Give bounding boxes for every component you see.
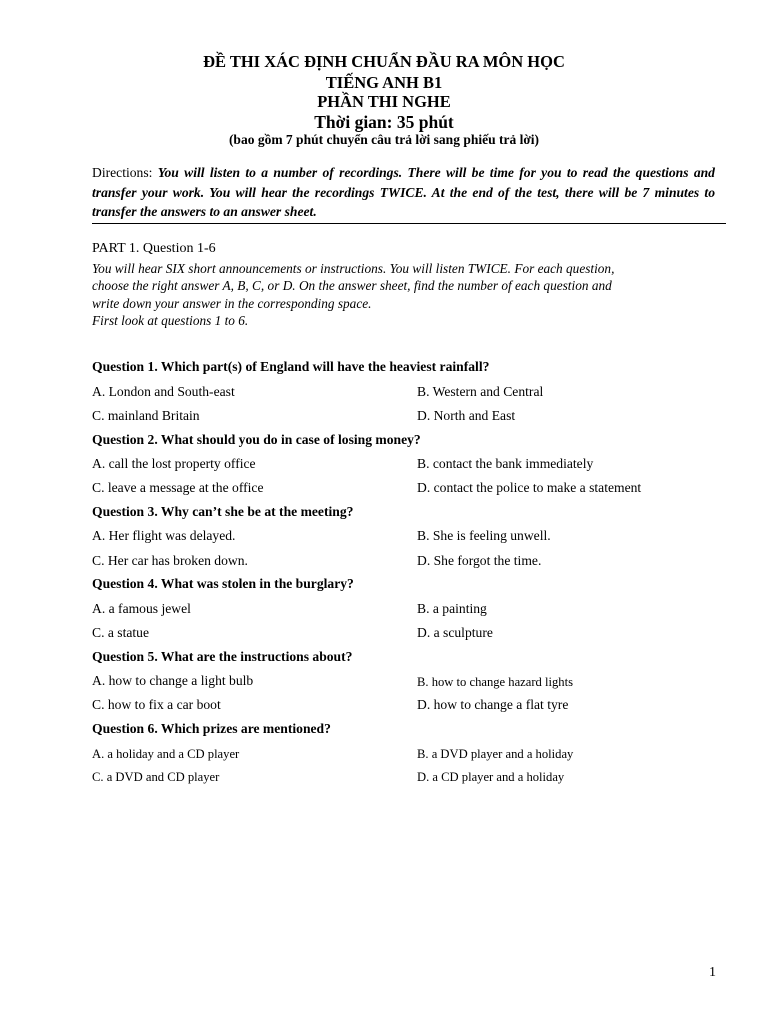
q6-option-b: B. a DVD player and a holiday (417, 747, 574, 761)
part-instructions (92, 260, 717, 329)
q2-option-b: B. contact the bank immediately (417, 456, 594, 471)
q4-option-b: B. a painting (417, 601, 487, 616)
q5-option-d: D. how to change a flat tyre (417, 697, 569, 712)
q5-option-b: B. how to change hazard lights (417, 675, 573, 689)
q2-option-c: C. leave a message at the office (92, 480, 264, 495)
q1-option-d: D. North and East (417, 408, 516, 423)
part-title: PART 1. Question 1-6 (92, 241, 216, 256)
q3-option-d: D. She forgot the time. (417, 553, 542, 568)
exam-section: PHẦN THI NGHE (317, 92, 451, 111)
q6-option-a: A. a holiday and a CD player (92, 747, 240, 761)
page-number: 1 (709, 965, 716, 980)
directions-label: Directions (92, 165, 149, 180)
exam-duration-note: (bao gồm 7 phút chuyển câu trả lời sang phiếu trả lời) (228, 132, 540, 147)
question-1: Question 1. Which part(s) of England will have the heaviest rainfall? (92, 359, 490, 374)
q5-option-c: C. how to fix a car boot (92, 697, 221, 712)
q4-option-a: A. a famous jewel (92, 601, 191, 616)
q4-option-c: C. a statue (92, 625, 150, 640)
q6-option-d: D. a CD player and a holiday (417, 770, 565, 784)
exam-title: ĐỀ THI XÁC ĐỊNH CHUẨN ĐẦU RA MÔN HỌC (203, 52, 565, 71)
directions-text-line3: there will be 7 minutes to transfer the answers to an answer sheet. (92, 184, 715, 219)
q3-option-a: A. Her flight was delayed. (92, 528, 236, 543)
exam-subject: TIẾNG ANH B1 (325, 73, 443, 92)
question-2: Question 2. What should you do in case of losing money? (92, 432, 421, 447)
q1-option-c: C. mainland Britain (92, 408, 200, 423)
question-3: Question 3. Why can’t she be at the meeting? (92, 504, 354, 519)
q2-option-a: A. call the lost property office (92, 456, 256, 471)
q4-option-d: D. a sculpture (417, 625, 493, 640)
question-6: Question 6. Which prizes are mentioned? (92, 721, 331, 736)
q6-option-c: C. a DVD and CD player (92, 770, 220, 784)
question-5: Question 5. What are the instructions about? (92, 649, 353, 664)
q5-option-a: A. how to change a light bulb (92, 673, 254, 688)
exam-duration: Thời gian: 35 phút (314, 112, 454, 132)
q1-option-b: B. Western and Central (417, 384, 544, 399)
directions-paragraph: Directions: You will listen to a number of recordings. There will be time for you to read the questions and transfer your work. You will hear the recordings TWICE. At the end of the test, there will be 7 minutes to transfer the answers to an answer sheet. (92, 165, 715, 219)
part-instruction-line: write down your answer in the corresponding space. (92, 295, 372, 311)
q2-option-d: D. contact the police to make a statement (417, 480, 642, 495)
question-4: Question 4. What was stolen in the burglary? (92, 576, 354, 591)
q1-option-a: A. London and South-east (92, 384, 235, 399)
q3-option-c: C. Her car has broken down. (92, 553, 248, 568)
part-instruction-line: choose the right answer A, B, C, or D. On the answer sheet, find the number of each question and (92, 278, 612, 294)
directions-text-line1: You will listen to a number of recordings. There will be time for you to read the (157, 165, 631, 180)
part-instruction-line: First look at questions 1 to 6. (92, 312, 249, 328)
directions-text-line2: questions and transfer your work. You will hear the recordings TWICE. At the end of the test, (92, 165, 715, 200)
q3-option-b: B. She is feeling unwell. (417, 528, 551, 543)
part-instruction-line: You will hear SIX short announcements or instructions. You will listen TWICE. For each question, (92, 261, 615, 276)
section-divider (92, 223, 726, 224)
